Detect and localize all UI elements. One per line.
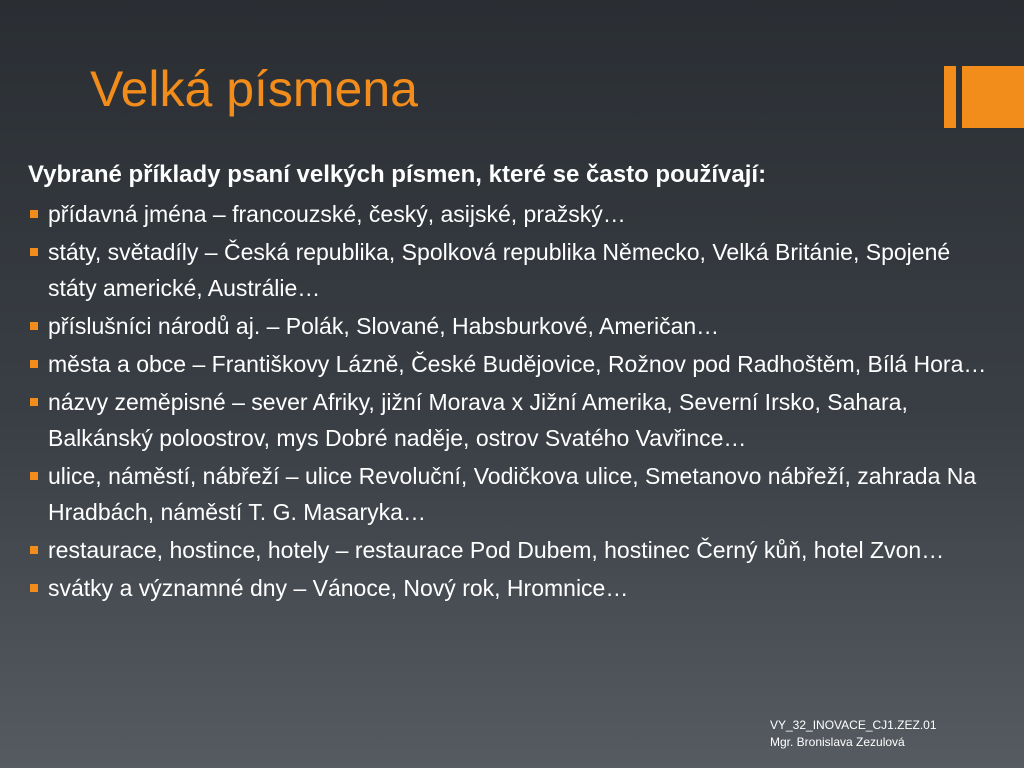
logo-thin-bar xyxy=(944,66,956,128)
bullet-text: názvy zeměpisné – sever Afriky, jižní Morava x Jižní Amerika, Severní Irsko, Sahara, Balkánský poloostrov, mys Dobré naděje, ostrov Svatého Vavřince… xyxy=(48,389,908,451)
bullet-item xyxy=(28,234,1003,306)
orange-square-bullet-icon xyxy=(30,584,38,592)
orange-square-bullet-icon xyxy=(30,546,38,554)
footer xyxy=(770,717,937,751)
intro-text: Vybrané příklady psaní velkých písmen, které se často používají: xyxy=(28,161,767,188)
footer-code: VY_32_INOVACE_CJ1.ZEZ.01 xyxy=(770,718,937,732)
bullet-text: příslušníci národů aj. – Polák, Slované, Habsburkové, Američan… xyxy=(48,313,720,339)
orange-square-bullet-icon xyxy=(30,322,38,330)
bullet-text: ulice, náměstí, nábřeží – ulice Revoluční, Vodičkova ulice, Smetanovo nábřeží, zahrada Na Hradbách, náměstí T. G. Masaryka… xyxy=(48,463,977,525)
orange-square-bullet-icon xyxy=(30,210,38,218)
footer-author: Mgr. Bronislava Zezulová xyxy=(770,735,905,749)
bullet-list xyxy=(28,196,1003,606)
slide-title: Velká písmena xyxy=(90,61,418,117)
bullet-item xyxy=(28,308,1003,344)
bullet-text: restaurace, hostince, hotely – restaurace Pod Dubem, hostinec Černý kůň, hotel Zvon… xyxy=(48,537,945,563)
bullet-item xyxy=(28,196,1003,232)
bullet-item xyxy=(28,346,1003,382)
bullet-item xyxy=(28,532,1003,568)
orange-square-bullet-icon xyxy=(30,248,38,256)
bullet-text: svátky a významné dny – Vánoce, Nový rok, Hromnice… xyxy=(48,575,629,601)
bullet-text: přídavná jména – francouzské, český, asijské, pražský… xyxy=(48,201,626,227)
orange-square-bullet-icon xyxy=(30,360,38,368)
slide-content xyxy=(28,158,1003,608)
bullet-item xyxy=(28,570,1003,606)
orange-bars-logo-icon xyxy=(944,66,1024,128)
bullet-item xyxy=(28,384,1003,456)
bullet-item xyxy=(28,458,1003,530)
orange-square-bullet-icon xyxy=(30,398,38,406)
logo-wide-bar xyxy=(962,66,1024,128)
bullet-text: města a obce – Františkovy Lázně, České Budějovice, Rožnov pod Radhoštěm, Bílá Hora… xyxy=(48,351,987,377)
orange-square-bullet-icon xyxy=(30,472,38,480)
bullet-text: státy, světadíly – Česká republika, Spolková republika Německo, Velká Británie, Spojené státy americké, Austrálie… xyxy=(48,239,951,301)
